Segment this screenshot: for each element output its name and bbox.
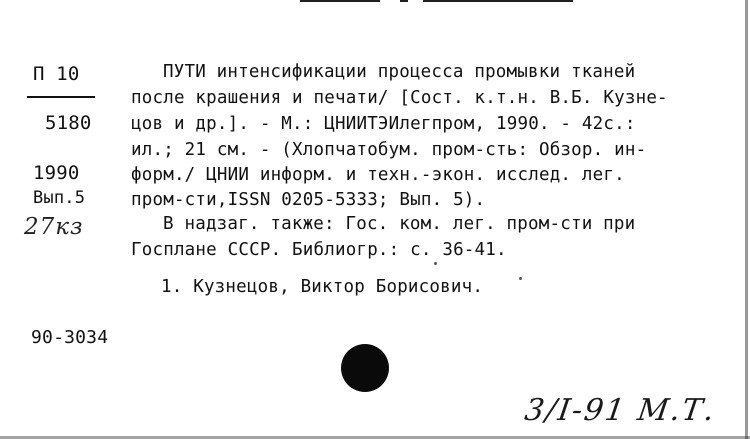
handwritten-date-stamp: 3/I-91 М.Т. (522, 393, 719, 428)
right-edge (745, 0, 748, 439)
card-number: 90-3034 (31, 327, 109, 348)
entry-line-1: ПУТИ интенсификации процесса промывки тканей (163, 62, 636, 82)
handwritten-code: 27кз (24, 214, 84, 240)
entry-line-4: ил.; 21 см. - (Хлопчатобум. пром-сть: Обзор. ин- (131, 140, 647, 160)
ink-speck (434, 262, 437, 265)
shelf-mark: П 10 (33, 63, 80, 85)
issue-label: Вып.5 (33, 188, 86, 208)
publication-year: 1990 (33, 162, 80, 184)
entry-line-2: после крашения и печати/ [Сост. к.т.н. В.Б. Кузне- (131, 88, 668, 108)
ink-speck (519, 277, 522, 280)
entry-line-7: В надзаг. также: Гос. ком. лег. пром-сти при (163, 214, 636, 234)
subject-heading: 1. Кузнецов, Виктор Борисович. (161, 277, 484, 297)
punch-hole (341, 344, 389, 392)
catalog-number: 5180 (45, 112, 92, 134)
entry-line-5: форм./ ЦНИИ информ. и техн.-экон. исслед. лег. (131, 165, 625, 185)
shelf-mark-underline (27, 96, 95, 98)
entry-line-6: пром-сти,ISSN 0205-5333; Вып. 5). (131, 190, 486, 210)
entry-line-8: Госплане СССР. Библиогр.: с. 36-41. (131, 240, 507, 260)
top-edge-fragments (0, 0, 750, 6)
entry-line-3: цов и др.]. - М.: ЦНИИТЭИлегпром, 1990. - 42с.: (131, 114, 636, 134)
